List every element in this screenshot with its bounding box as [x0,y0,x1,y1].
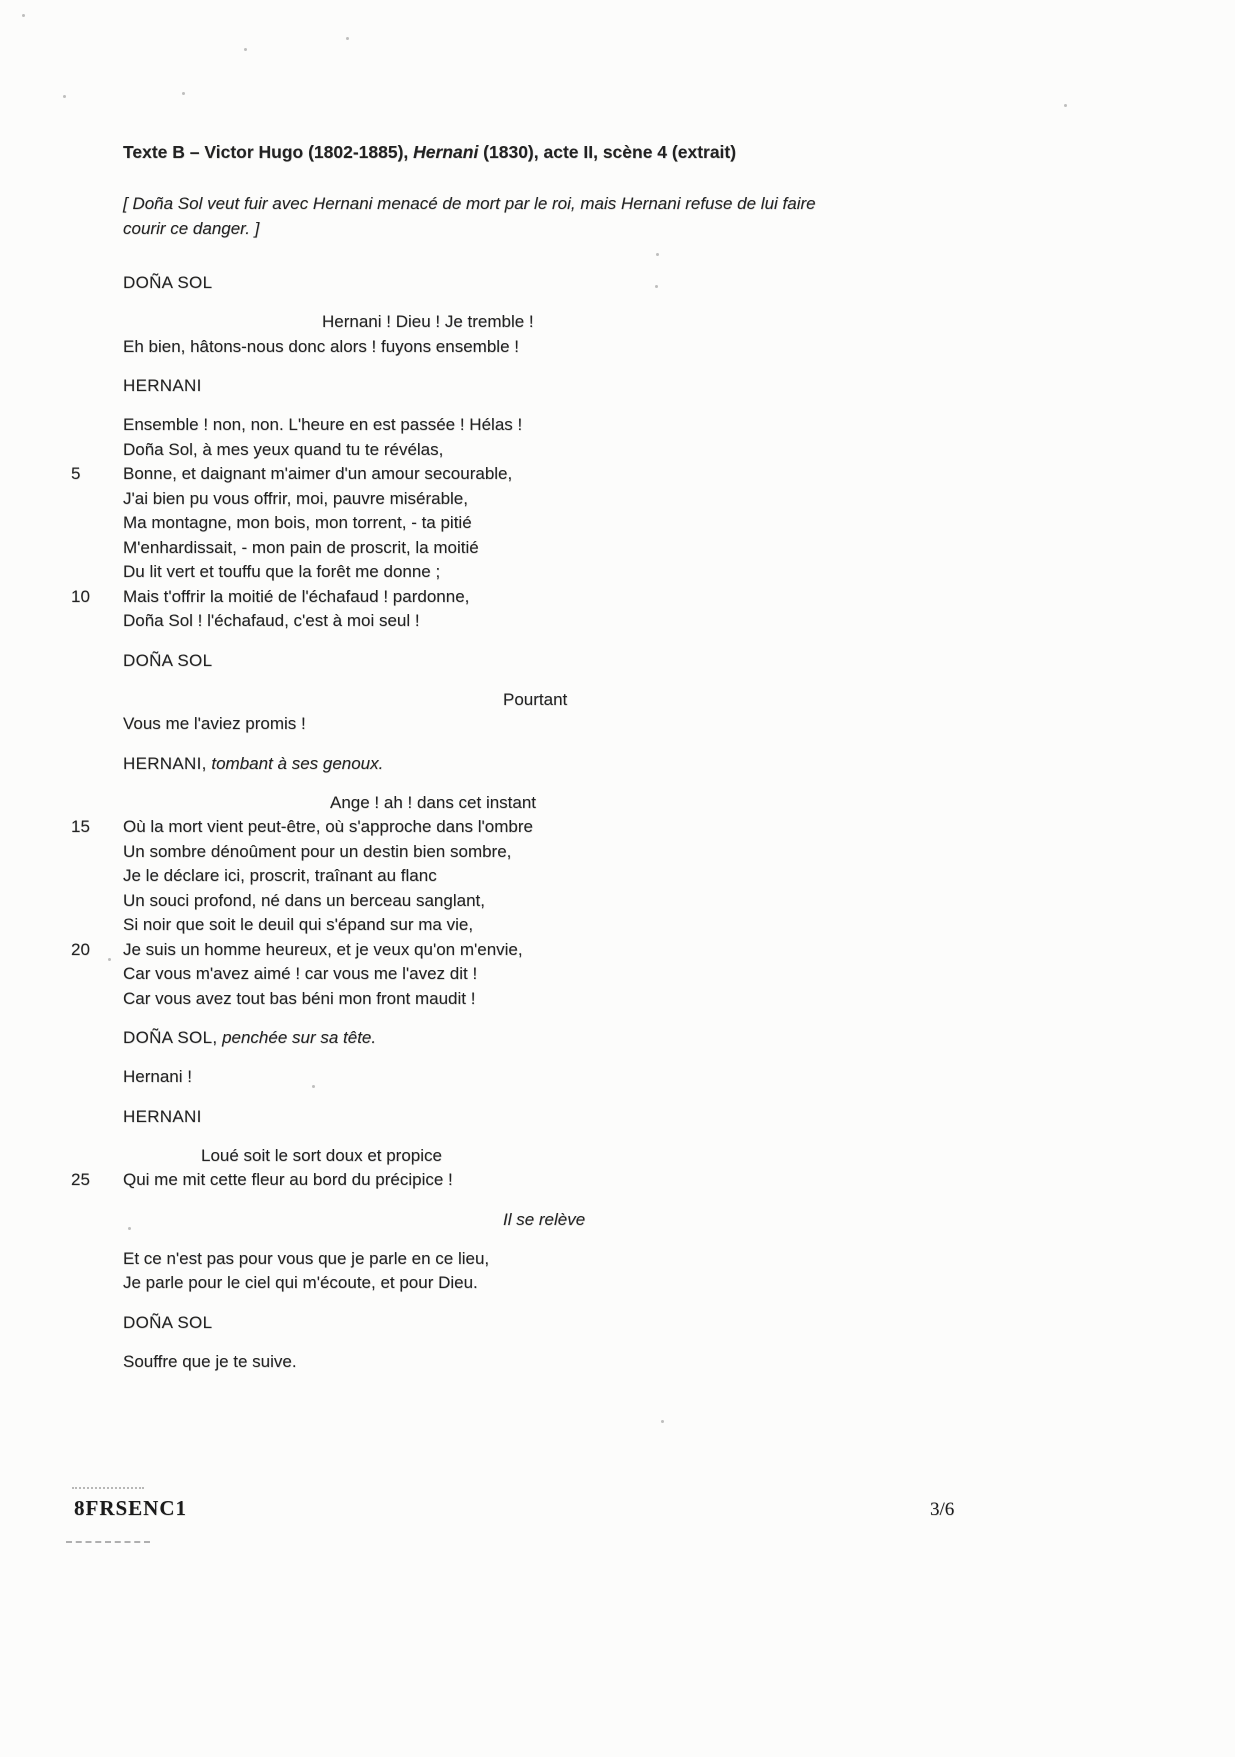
page-title [123,140,1133,164]
speaker-name: HERNANI [123,376,202,395]
verse-line [123,487,1133,512]
verse-line [123,987,1133,1012]
scan-artifact [346,37,349,40]
verse-text: Je parle pour le ciel qui m'écoute, et pour Dieu. [123,1273,478,1292]
verse-line [123,335,1133,360]
line-number: 15 [71,817,90,836]
verse-line [123,712,1133,737]
line-number: 20 [71,939,90,959]
line-number: 25 [71,1170,90,1189]
scan-artifact [661,1420,664,1423]
verse-text: Et ce n'est pas pour vous que je parle en ce lieu, [123,1248,490,1268]
verse-text: Car vous avez tout bas béni mon front maudit ! [123,988,476,1008]
speaker-heading [123,752,1133,776]
verse-group [123,688,1133,737]
verse-text: Qui me mit cette fleur au bord du précipice ! [123,1170,453,1189]
verse-line [71,462,1133,487]
verse-text: Doña Sol ! l'échafaud, c'est à moi seul ! [123,611,420,630]
scan-artifact [72,1487,144,1489]
verse-text: Un souci profond, né dans un berceau sanglant, [123,890,485,910]
verse-text: Pourtant [503,689,568,709]
verse-line [123,913,1133,938]
verse-line [123,438,1133,463]
verse-text: Un sombre dénoûment pour un destin bien sombre, [123,841,512,861]
verse-line [71,1168,1133,1193]
scan-artifact [656,253,659,256]
verse-group [123,1350,1133,1375]
scan-artifact [128,1227,131,1230]
verse-text: M'enhardissait, - mon pain de proscrit, la moitié [123,537,479,557]
verse-line [71,585,1133,610]
editorial-note-line: courir ce danger. ] [123,219,260,238]
title-work-name: Hernani [413,142,479,162]
verse-text: Bonne, et daignant m'aimer d'un amour secourable, [123,464,513,483]
speaker-heading [123,374,1133,398]
verse-line [123,536,1133,561]
verse-line [71,815,1133,840]
verse-text: Je suis un homme heureux, et je veux qu'on m'envie, [123,939,523,959]
verse-group [123,310,1133,359]
verse-text: Eh bien, hâtons-nous donc alors ! fuyons ensemble ! [123,336,519,356]
verse-line [123,889,1133,914]
verse-line [123,1144,1133,1169]
scan-artifact [312,1085,315,1088]
verse-text: Souffre que je te suive. [123,1351,297,1371]
verse-text: Hernani ! [123,1067,192,1086]
speaker-name: DOÑA SOL [123,1312,213,1332]
verse-line [123,609,1133,634]
scan-artifact [1064,104,1067,107]
verse-line [123,688,1133,713]
verse-text: Je le déclare ici, proscrit, traînant au flanc [123,866,437,885]
verse-line [123,840,1133,865]
scan-artifact [63,95,66,98]
verse-group [123,1247,1133,1296]
verse-text: J'ai bien pu vous offrir, moi, pauvre misérable, [123,488,468,508]
scan-artifact [182,92,185,95]
verse-line [123,511,1133,536]
verse-text: Doña Sol, à mes yeux quand tu te révélas, [123,439,444,459]
page-number: 3/6 [930,1499,955,1520]
verse-line [123,791,1133,816]
verse-line [123,310,1133,335]
verse-group [71,1144,1133,1193]
editorial-note [123,191,1133,241]
title-segment: Texte B – Victor Hugo (1802-1885), [123,142,414,162]
scan-artifact [66,1541,150,1543]
line-number: 10 [71,586,90,606]
verse-text: Où la mort vient peut-être, où s'approche dans l'ombre [123,817,533,836]
document-code: 8FRSENC1 [74,1496,188,1520]
scan-artifact [108,958,111,961]
speaker-heading [123,1105,1133,1129]
document-content [71,140,1133,1389]
scan-artifact [22,14,25,17]
verse-group [71,413,1133,634]
speaker-name: DOÑA SOL, [123,1028,218,1047]
verse-line [123,1350,1133,1375]
stage-direction: penchée sur sa tête. [217,1028,377,1047]
verse-text: Du lit vert et touffu que la forêt me donne ; [123,562,441,581]
verse-text: Vous me l'aviez promis ! [123,714,306,733]
verse-line [123,962,1133,987]
verse-text: Car vous m'avez aimé ! car vous me l'avez dit ! [123,964,478,983]
stage-direction: tombant à ses genoux. [206,753,384,773]
verse-text: Ensemble ! non, non. L'heure en est passée ! Hélas ! [123,415,523,434]
verse-line [123,864,1133,889]
speaker-heading [123,649,1133,673]
line-number: 5 [71,464,81,483]
verse-line [123,413,1133,438]
verse-text: Mais t'offrir la moitié de l'échafaud ! pardonne, [123,586,470,606]
verse-line [123,560,1133,585]
speaker-name: HERNANI [123,1106,202,1126]
editorial-note-line: [ Doña Sol veut fuir avec Hernani menacé de mort par le roi, mais Hernani refuse de lui faire [123,194,816,213]
speaker-heading [123,1026,1133,1050]
speaker-name: DOÑA SOL [123,273,213,292]
title-segment: (1830), acte II, scène 4 (extrait) [478,142,737,162]
speaker-name: HERNANI, [123,753,207,773]
play-text [71,271,1133,1374]
verse-text: Si noir que soit le deuil qui s'épand sur ma vie, [123,915,474,934]
verse-line [123,1271,1133,1296]
verse-text: Ange ! ah ! dans cet instant [330,792,537,812]
scan-artifact [244,48,247,51]
speaker-heading [123,271,1133,295]
verse-text: Hernani ! Dieu ! Je tremble ! [322,312,534,331]
scan-artifact [655,285,658,288]
speaker-heading [123,1311,1133,1335]
verse-group [123,1065,1133,1090]
verse-line [123,1065,1133,1090]
verse-text: Loué soit le sort doux et propice [201,1145,442,1165]
verse-line [71,938,1133,963]
verse-line [123,1247,1133,1272]
verse-text: Ma montagne, mon bois, mon torrent, - ta pitié [123,513,472,532]
stage-direction: Il se relève [503,1209,586,1229]
speaker-name: DOÑA SOL [123,650,213,670]
verse-group [71,791,1133,1012]
